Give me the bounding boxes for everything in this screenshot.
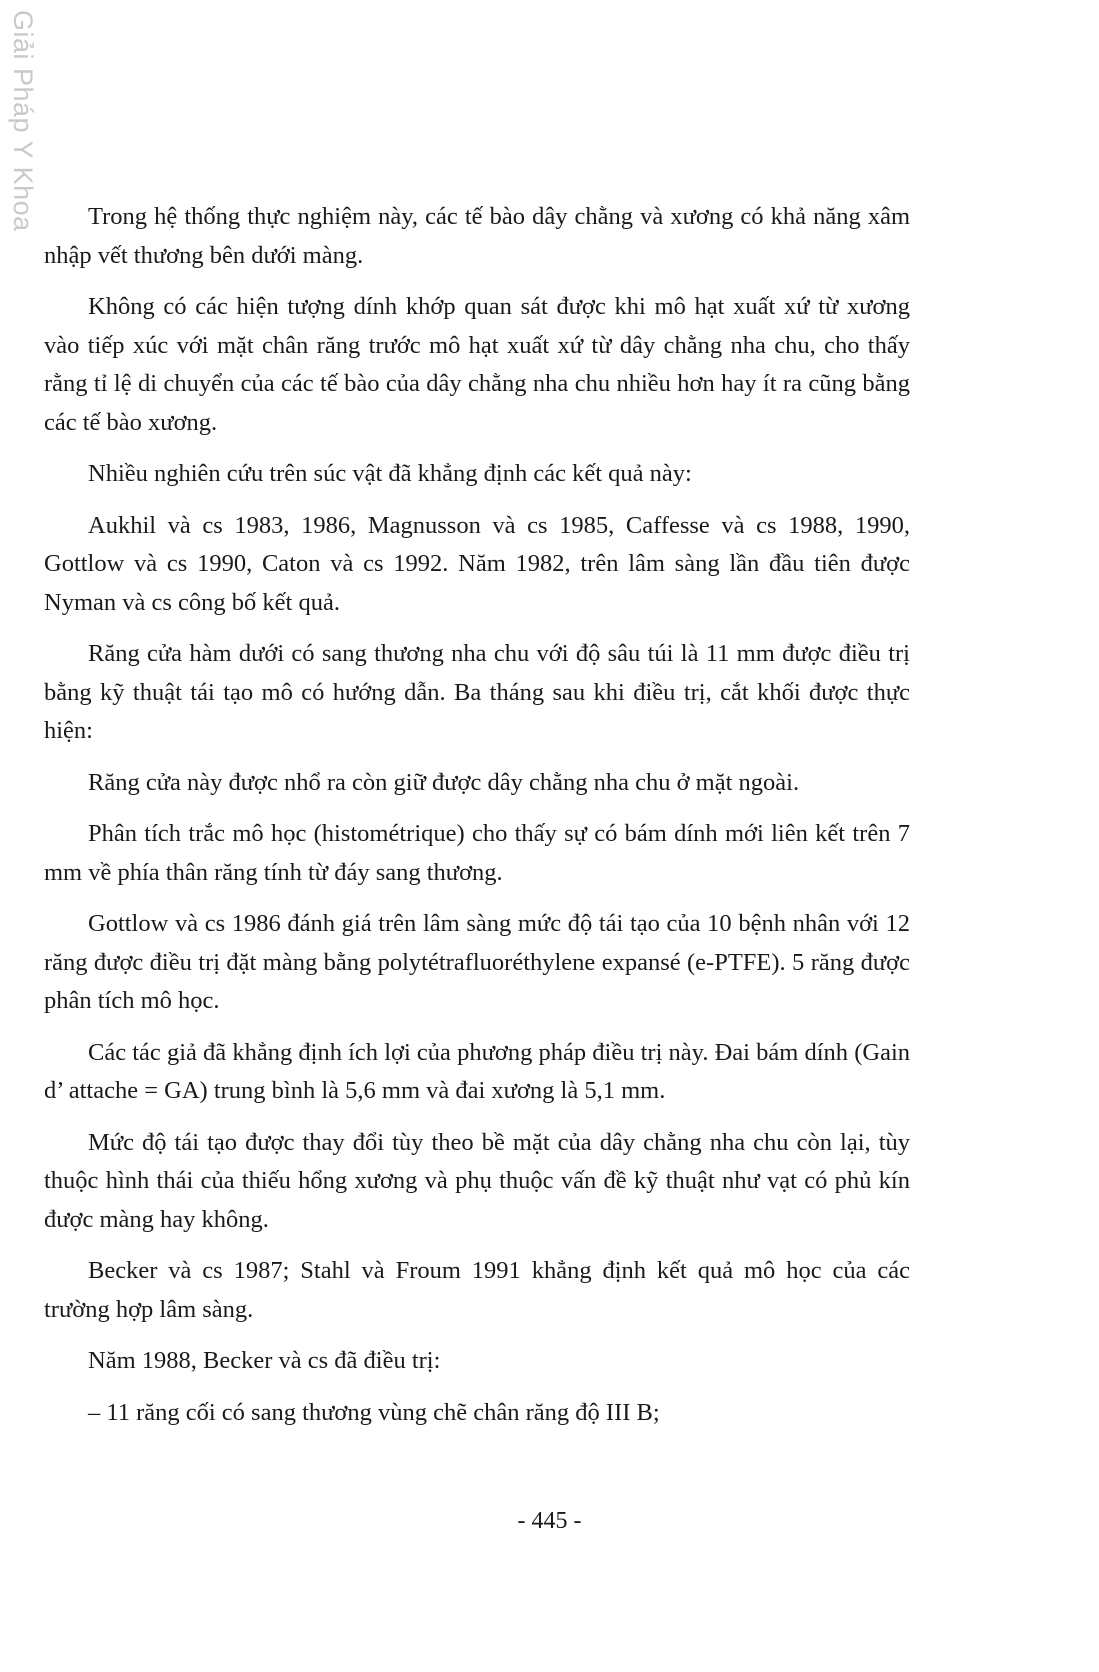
paragraph: Becker và cs 1987; Stahl và Froum 1991 khẳng định kết quả mô học của các trường hợp lâm sàng. xyxy=(44,1257,910,1323)
paragraph: Các tác giả đã khẳng định ích lợi của phương pháp điều trị này. Đai bám dính (Gain d’ attache = GA) trung bình là 5,6 mm và đai xương là 5,1 mm. xyxy=(44,1038,910,1104)
paragraph: Aukhil và cs 1983, 1986, Magnusson và cs 1985, Caffesse và cs 1988, 1990, Gottlow và cs 1990, Caton và cs 1992. Năm 1982, trên lâm sàng lần đầu tiên được Nyman và cs công bố kết quả. xyxy=(44,511,910,616)
paragraph: Năm 1988, Becker và cs đã điều trị: xyxy=(88,1347,441,1374)
list-item: – 11 răng cối có sang thương vùng chẽ chân răng độ III B; xyxy=(88,1398,660,1426)
paragraph: Nhiều nghiên cứu trên súc vật đã khẳng định các kết quả này: xyxy=(88,460,692,487)
paragraph: Răng cửa này được nhổ ra còn giữ được dây chằng nha chu ở mặt ngoài. xyxy=(88,768,800,796)
paragraph: Phân tích trắc mô học (histométrique) cho thấy sự có bám dính mới liên kết trên 7 mm về phía thân răng tính từ đáy sang thương. xyxy=(44,820,910,886)
paragraph: Răng cửa hàm dưới có sang thương nha chu với độ sâu túi là 11 mm được điều trị bằng kỹ thuật tái tạo mô có hướng dẫn. Ba tháng sau khi điều trị, cắt khối được thực hiện: xyxy=(44,640,910,744)
page-body xyxy=(44,198,910,1445)
page-number: - 445 - xyxy=(517,1508,582,1534)
watermark-text: Giải Pháp Y Khoa xyxy=(8,10,38,232)
paragraph: Trong hệ thống thực nghiệm này, các tế bào dây chằng và xương có khả năng xâm nhập vết thương bên dưới màng. xyxy=(44,203,910,269)
paragraph: Không có các hiện tượng dính khớp quan sát được khi mô hạt xuất xứ từ xương vào tiếp xúc với mặt chân răng trước mô hạt xuất xứ từ dây chằng nha chu, cho thấy rằng tỉ lệ di chuyển của các tế bào của dây chằng nha chu nhiều hơn hay ít ra cũng bằng các tế bào xương. xyxy=(44,293,910,436)
paragraph: Mức độ tái tạo được thay đổi tùy theo bề mặt của dây chằng nha chu còn lại, tùy thuộc hình thái của thiếu hổng xương và phụ thuộc vấn đề kỹ thuật như vạt có phủ kín được màng hay không. xyxy=(44,1128,910,1233)
paragraph: Gottlow và cs 1986 đánh giá trên lâm sàng mức độ tái tạo của 10 bệnh nhân với 12 răng được điều trị đặt màng bằng polytétrafluoréthylene expansé (e-PTFE). 5 răng được phân tích mô học. xyxy=(44,910,910,1014)
